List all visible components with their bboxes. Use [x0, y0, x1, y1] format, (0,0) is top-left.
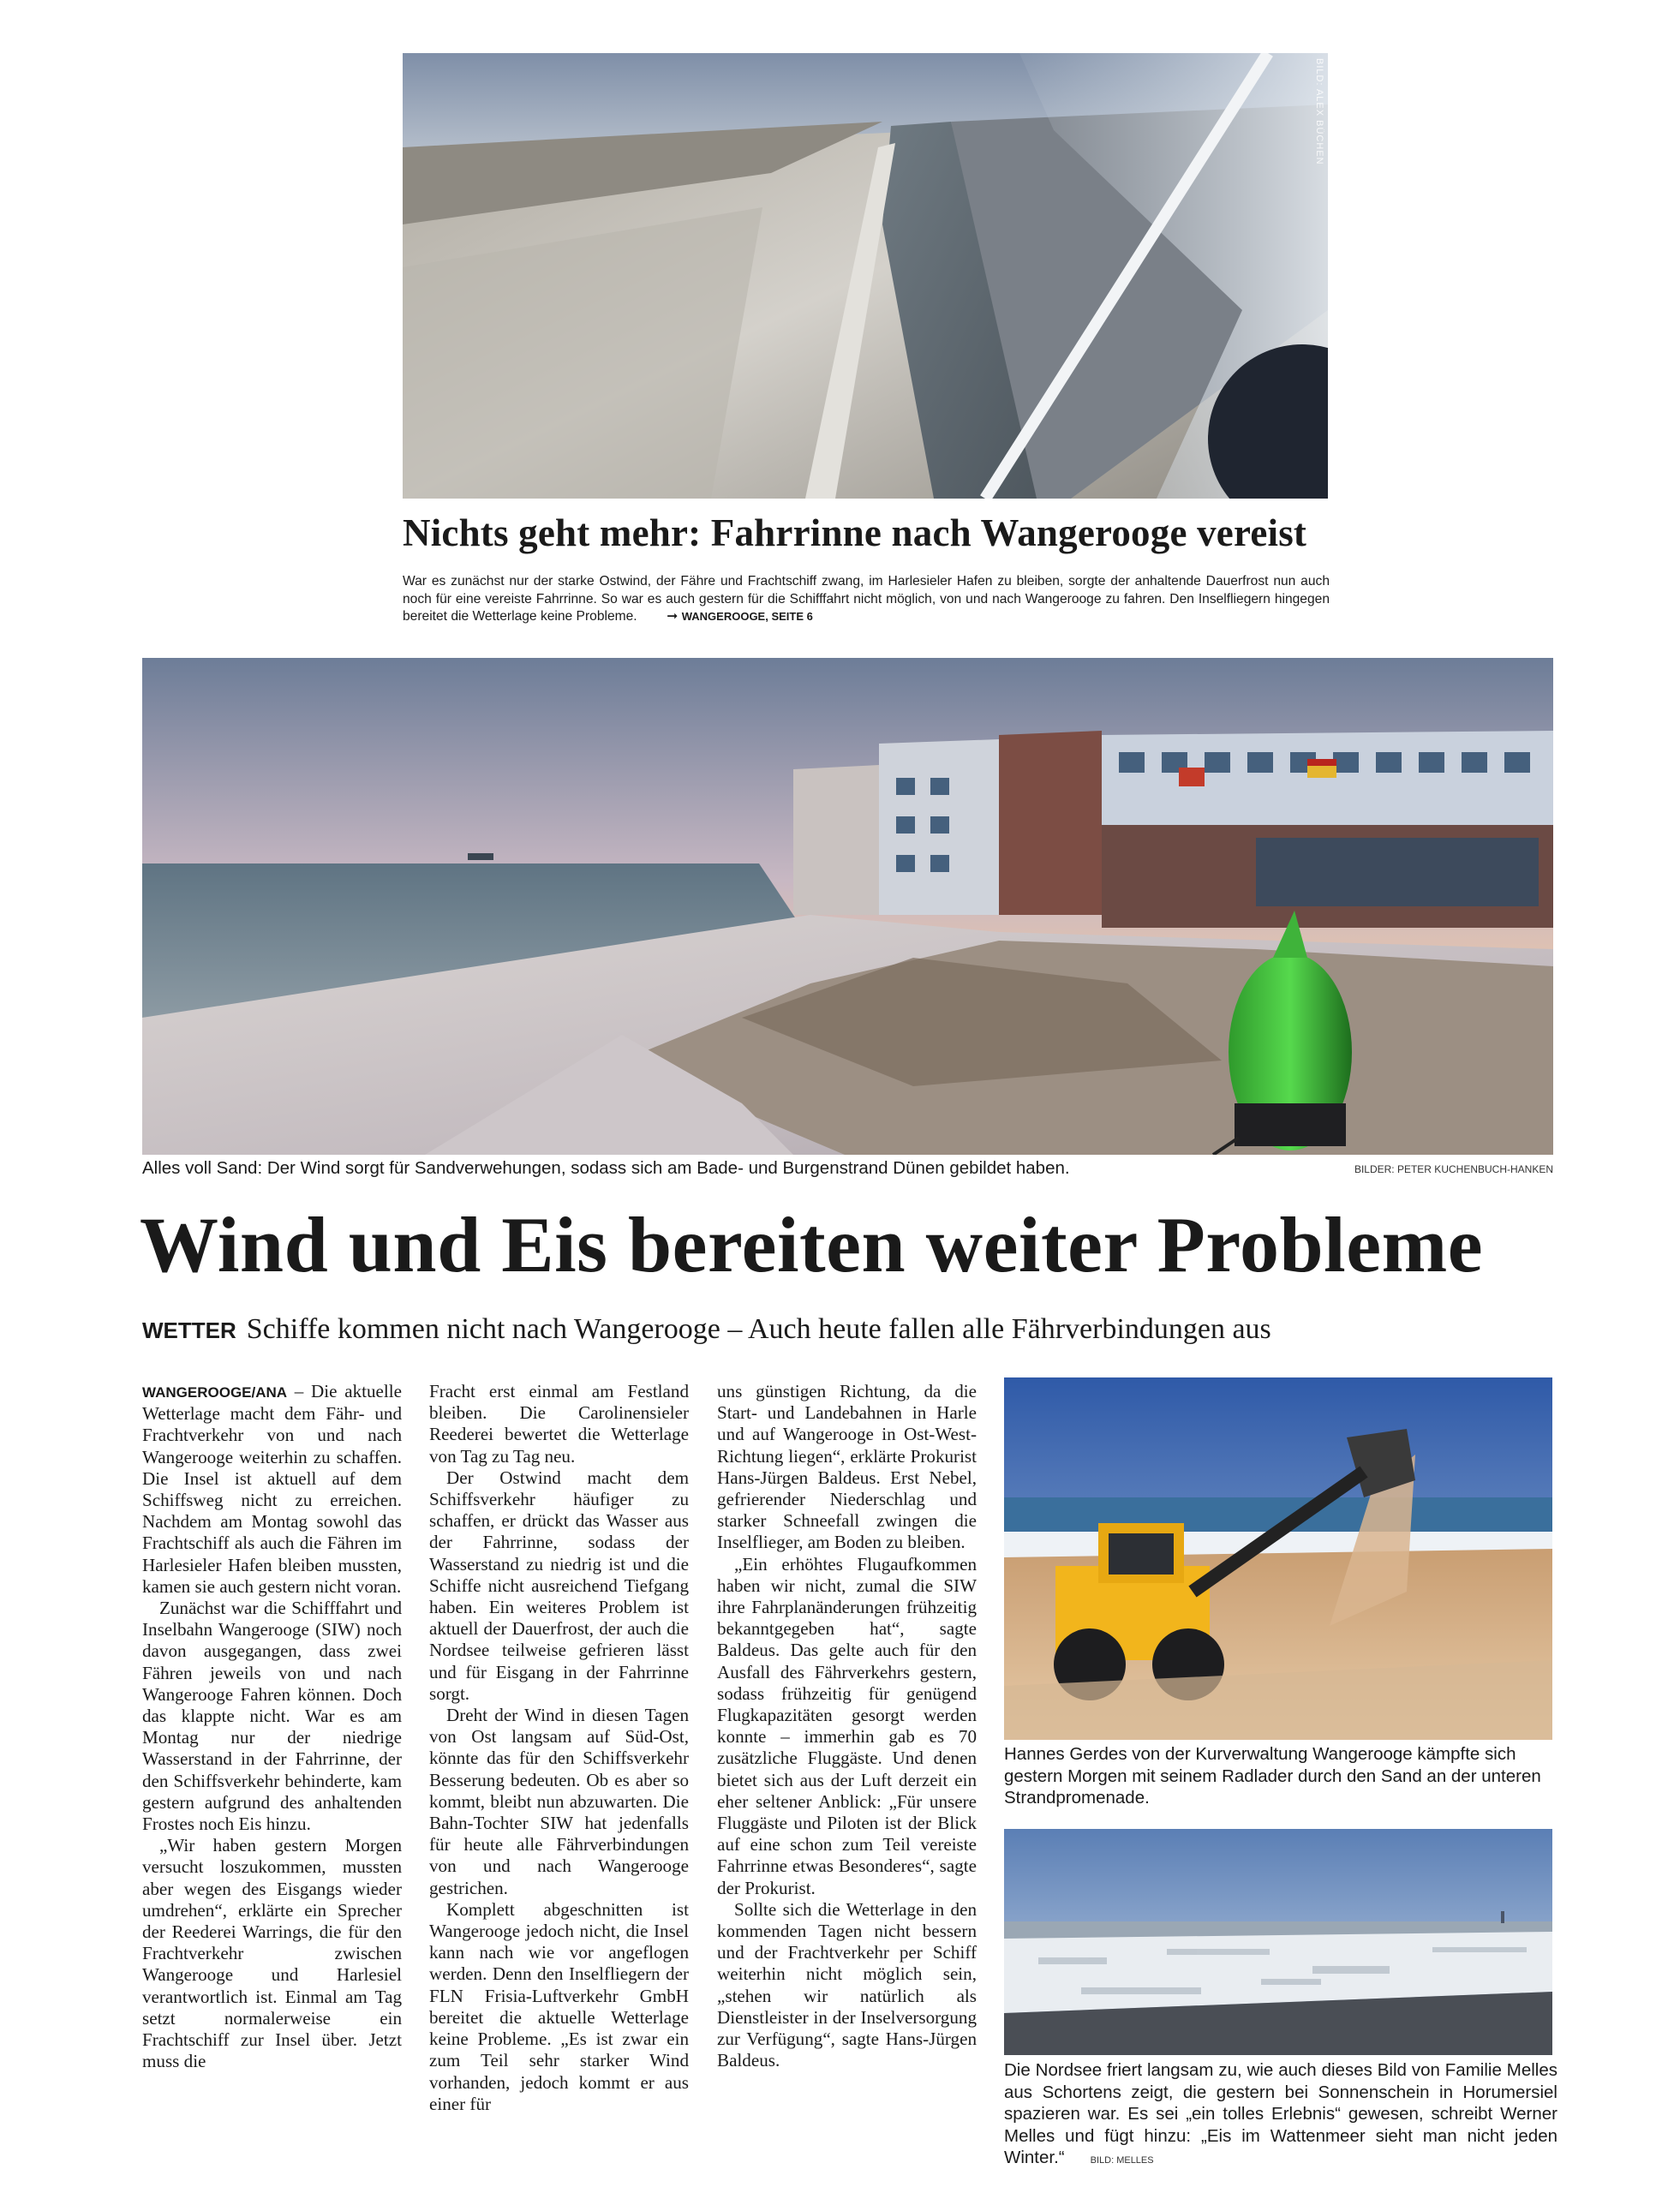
- beach-photo-credit: BILDER: PETER KUCHENBUCH-HANKEN: [1354, 1163, 1553, 1175]
- wheel-loader-caption: Hannes Gerdes von der Kurverwaltung Wangerooge kämpfte sich gestern Morgen mit seinem Radlader durch den Sand an der unteren Strandpromenade.: [1004, 1744, 1541, 1808]
- paragraph: [142, 1381, 402, 1598]
- article-subheadline: [142, 1313, 1271, 1346]
- article-column-2: [429, 1381, 689, 2115]
- subheadline-text: Schiffe kommen nicht nach Wangerooge – Auch heute fallen alle Fährverbindungen aus: [246, 1313, 1271, 1345]
- paragraph: uns günstigen Richtung, da die Start- und Landebahnen in Harle und auf Wangerooge in Ost-West-Richtung liegen“, erklärte Prokurist Hans-Jürgen Baldeus. Erst Nebel, gefrierender Niederschlag und starker Schneefall zwingen die Inselflieger, am Boden zu bleiben.: [717, 1381, 977, 1553]
- frozen-sea-photo: [1004, 1829, 1552, 2055]
- teaser-body: [403, 573, 1330, 626]
- paragraph: Komplett abgeschnitten ist Wangerooge jedoch nicht, die Insel kann nach wie vor angeflogen werden. Denn den Inselfliegern der FLN Frisia-Luftverkehr GmbH bereitet die aktuelle Wetterlage keine Probleme. „Es ist zwar ein zum Teil sehr starker Wind vorhanden, jedoch kommt er aus einer für: [429, 1898, 689, 2114]
- paragraph: Dreht der Wind in diesen Tagen von Ost langsam auf Süd-Ost, könnte das für den Schiffsverkehr Besserung bedeuten. Ob es aber so kommt, bleibt nun abzuwarten. Die Bahn-Tochter SIW hat jedenfalls für heute alle Fährverbindungen von und nach Wangerooge gestrichen.: [429, 1705, 689, 1898]
- paragraph: Zunächst war die Schifffahrt und Inselbahn Wangerooge (SIW) noch davon ausgegangen, dass zwei Fähren jeweils von und nach Wangerooge Fahren können. Doch das klappte nicht. War es am Montag nur der niedrige Wasserstand in der Fahrrinne, der den Schiffsverkehr behinderte, kam gestern aufgrund des anhaltenden Frostes noch Eis hinzu.: [142, 1598, 402, 1835]
- wheel-loader-photo: [1004, 1377, 1552, 1740]
- article-headline: Wind und Eis bereiten weiter Probleme: [140, 1201, 1484, 1288]
- paragraph: „Wir haben gestern Morgen versucht loszukommen, mussten aber wegen des Eisgangs wieder umdrehen“, erklärte ein Sprecher der Reederei Warrings, die für den Frachtverkehr zwischen Wangerooge und Harlesiel verantwortlich ist. Einmal am Tag setzt normalerweise ein Frachtschiff zur Insel über. Jetzt muss die: [142, 1835, 402, 2072]
- arrow-icon: ➞: [667, 609, 679, 624]
- frozen-sea-credit: BILD: MELLES: [1090, 2155, 1154, 2166]
- beach-promenade-photo: [142, 658, 1553, 1155]
- article-column-3: [717, 1381, 977, 2072]
- kicker-label: WETTER: [142, 1318, 236, 1343]
- caption-text: Die Nordsee friert langsam zu, wie auch dieses Bild von Familie Melles aus Schortens zeigt, die gestern bei Sonnenschein in Horumersiel spazieren war. Es sei „ein tolles Erlebnis“ gewesen, schreibt Werner Melles und fügt hinzu: „Eis im Wattenmeer sieht man nicht jeden Winter.“: [1004, 2060, 1557, 2167]
- paragraph: Der Ostwind macht dem Schiffsverkehr häufiger zu schaffen, er drückt das Wasser aus der Fahrrinne, sodass der Wasserstand zu niedrig ist und die Schiffe nicht ausreichend Tiefgang haben. Ein weiteres Problem ist aktuell der Dauerfrost, der auch die Nordsee teilweise gefrieren lässt und für Eisgang in der Fahrrinne sorgt.: [429, 1467, 689, 1704]
- dateline: WANGEROOGE/ANA: [142, 1384, 288, 1401]
- beach-photo-caption: Alles voll Sand: Der Wind sorgt für Sandverwehungen, sodass sich am Bade- und Burgenstrand Dünen gebildet haben.: [142, 1158, 1070, 1178]
- frozen-sea-caption: [1004, 2059, 1557, 2172]
- paragraph: „Ein erhöhtes Flugaufkommen haben wir nicht, zumal die SIW ihre Fahrplanänderungen frühzeitig bekanntgegeben hat“, sagte Baldeus. Das gelte auch für den Ausfall des Fährverkehrs gestern, sodass frühzeitig für genügend Flugkapazitäten gesorgt werden konnte – immerhin gab es 70 zusätzliche Fluggäste. Und denen bietet sich aus der Luft derzeit ein eher seltener Anblick: „Für unsere Fluggäste und Piloten ist der Blick auf eine schon zum Teil vereiste Fahrrinne etwas Besonderes“, sagte der Prokurist.: [717, 1553, 977, 1898]
- paragraph-text: – Die aktuelle Wetterlage macht dem Fähr- und Frachtverkehr von und nach Wangerooge weiterhin zu schaffen. Die Insel ist aktuell auf dem Schiffsweg nicht zu erreichen. Nachdem am Montag sowohl das Frachtschiff als auch die Fähren im Harlesieler Hafen bleiben mussten, kamen sie auch gestern nicht voran.: [142, 1381, 402, 1597]
- teaser-text: War es zunächst nur der starke Ostwind, der Fähre und Frachtschiff zwang, im Harlesieler Hafen zu bleiben, sorgte der anhaltende Dauerfrost nun auch noch für eine vereiste Fahrrinne. So war es auch gestern für die Schifffahrt nicht möglich, von und nach Wangerooge zu fahren. Den Inselfliegern hingegen bereitet die Wetterlage keine Probleme.: [403, 574, 1330, 624]
- teaser-page-reference[interactable]: WANGEROOGE, SEITE 6: [681, 610, 813, 623]
- aerial-fairway-photo: [403, 53, 1328, 499]
- paragraph: Fracht erst einmal am Festland bleiben. Die Carolinensieler Reederei bewertet die Wetterlage von Tag zu Tag neu.: [429, 1381, 689, 1467]
- photo-credit: BILD: ALEX BÜCHEN: [1314, 58, 1324, 165]
- article-column-1: [142, 1381, 402, 2073]
- paragraph: Sollte sich die Wetterlage in den kommenden Tagen nicht bessern und der Frachtverkehr per Schiff weiterhin nicht möglich sein, „stehen wir natürlich als Dienstleister in der Inselversorgung zur Verfügung“, sagte Hans-Jürgen Baldeus.: [717, 1898, 977, 2071]
- teaser-headline: Nichts geht mehr: Fahrrinne nach Wangerooge vereist: [403, 511, 1307, 554]
